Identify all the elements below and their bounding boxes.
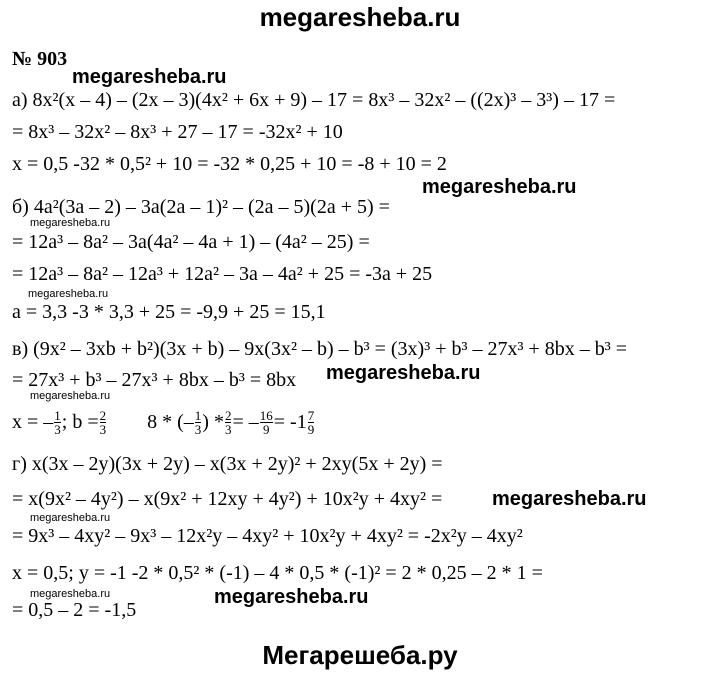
part-b-line-3: = 12a³ – 8a² – 12a³ + 12a² – 3a – 4a² + 25 = -3a + 25 <box>12 263 433 285</box>
fraction-one-third: $\frac{1}{3}$ <box>54 407 61 437</box>
watermark-inline: megaresheba.ru <box>326 362 481 384</box>
watermark-inline-small: megaresheba.ru <box>30 390 111 402</box>
watermark-inline-small: megaresheba.ru <box>30 512 111 524</box>
watermark-inline: megaresheba.ru <box>492 488 647 510</box>
part-v-calc-end: = -1 <box>273 411 307 433</box>
fraction-two-thirds: $\frac{2}{3}$ <box>224 407 232 437</box>
watermark-inline: megaresheba.ru <box>214 586 369 608</box>
part-v-calc-eq: = – <box>232 411 259 433</box>
part-b-line-1: б) 4a²(3a – 2) – 3a(2a – 1)² – (2a – 5)(2a + 5) = <box>12 196 390 218</box>
part-g-line-3: = 9x³ – 4xy² – 9x³ – 12x²y – 4xy² + 10x²y + 4xy² = -2x²y – 4xy² <box>12 525 523 547</box>
problem-number: № 903 <box>12 48 68 70</box>
part-a-line-2: = 8x³ – 32x² – 8x³ + 27 – 17 = -32x² + 10 <box>12 121 343 143</box>
part-g-line-2: = x(9x² – 4y²) – x(9x² + 12xy + 4y²) + 10x²y + 4xy² = <box>12 488 443 510</box>
part-g-line-1: г) x(3x – 2y)(3x + 2y) – x(3x + 2y)² + 2xy(5x + 2y) = <box>12 453 443 475</box>
watermark-inline: megaresheba.ru <box>72 66 227 88</box>
fraction-sixteen-ninths: $\frac{16}{9}$ <box>259 407 273 437</box>
part-g-line-4: x = 0,5; y = -1 -2 * 0,5² * (-1) – 4 * 0,5 * (-1)² = 2 * 0,25 – 2 * 1 = <box>12 562 543 584</box>
part-a-line-3: x = 0,5 -32 * 0,5² + 10 = -32 * 0,25 + 10 = -8 + 10 = 2 <box>12 153 447 175</box>
part-g-line-5: = 0,5 – 2 = -1,5 <box>12 599 137 621</box>
part-v-calc-mid: ) * <box>202 411 224 433</box>
part-b-line-4: a = 3,3 -3 * 3,3 + 25 = -9,9 + 25 = 15,1 <box>12 301 326 323</box>
part-v-calc-start: 8 * (– <box>147 411 194 433</box>
fraction-two-thirds: $\frac{2}{3}$ <box>99 407 107 437</box>
part-v-line-2: = 27x³ + b³ – 27x³ + 8bx – b³ = 8bx <box>12 369 297 391</box>
watermark-inline-small: megaresheba.ru <box>30 217 111 229</box>
fraction-one-third: $\frac{1}{3}$ <box>194 407 202 437</box>
watermark-top: megaresheba.ru <box>259 2 461 32</box>
watermark-bottom: Мегарешеба.ру <box>262 640 458 670</box>
part-a-line-1: а) 8x²(x – 4) – (2x – 3)(4x² + 6x + 9) – 17 = 8x³ – 32x² – ((2x)³ – 3³) – 17 = <box>12 89 616 111</box>
part-v-b-label: ; b = <box>61 411 99 433</box>
part-v-line-3 <box>12 404 315 440</box>
watermark-inline-small: megaresheba.ru <box>28 288 109 300</box>
watermark-inline: megaresheba.ru <box>422 176 577 198</box>
watermark-inline-small: megaresheba.ru <box>30 588 111 600</box>
fraction-seven-ninths: $\frac{7}{9}$ <box>307 407 315 437</box>
part-v-x-label: x = – <box>12 411 54 433</box>
part-v-line-1: в) (9x² – 3xb + b²)(3x + b) – 9x(3x² – b) – b³ = (3x)³ + b³ – 27x³ + 8bx – b³ = <box>12 338 628 360</box>
part-b-line-2: = 12a³ – 8a² – 3a(4a² – 4a + 1) – (4a² – 25) = <box>12 231 370 253</box>
